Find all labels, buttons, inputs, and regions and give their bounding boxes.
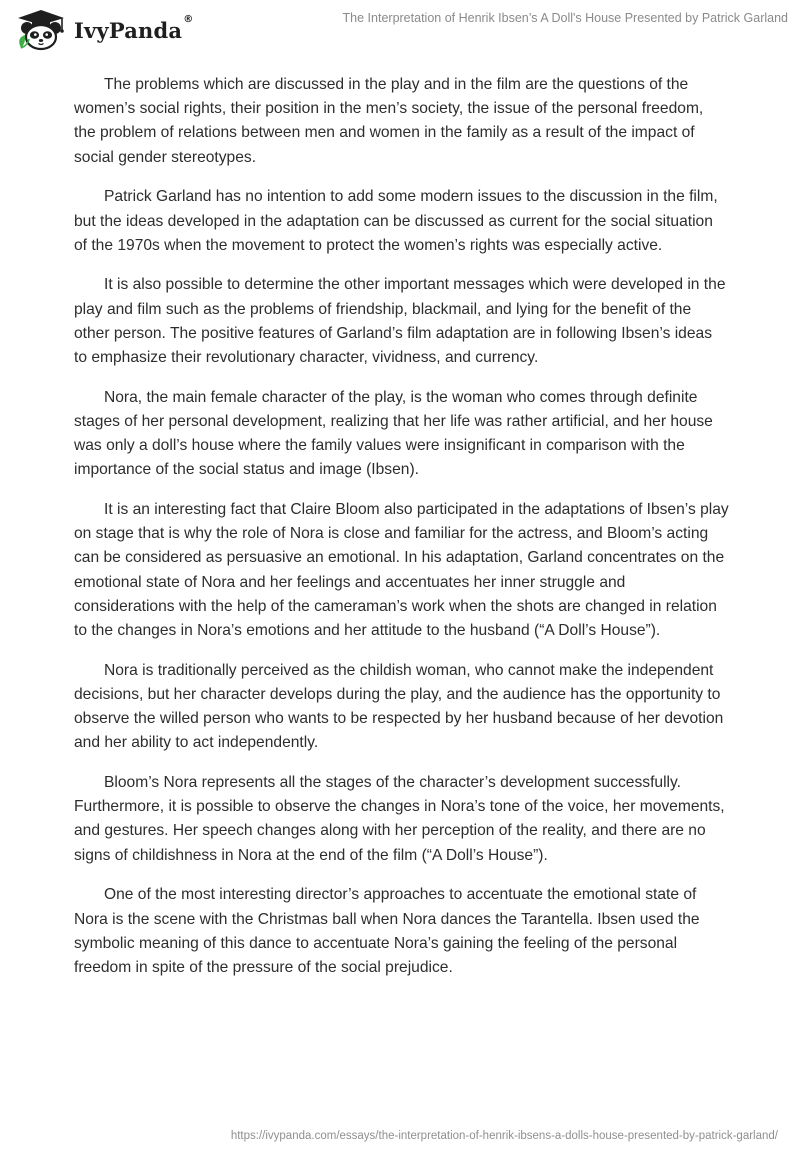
paragraph: Bloom’s Nora represents all the stages of the character’s development successfully. Furthermore, it is possible to observe the changes in Nora’s tone of the voice, her movements, and gestures. Her speech changes along with her perception of the reality, and there are no signs of childishness in Nora at the end of the film (“A Doll’s House”). xyxy=(74,774,725,864)
paragraph: It is an interesting fact that Claire Bloom also participated in the adaptations of Ibsen’s play on stage that is why the role of Nora is close and familiar for the actress, and Bloom’s acting can be considered as persuasive an emotional. In his adaptation, Garland concentrates on the emotional state of Nora and her feelings and accentuates her inner struggle and considerations with the help of the cameraman’s work when the shots are changed in relation to the changes in Nora’s emotions and her attitude to the husband (“A Doll’s House”). xyxy=(74,501,729,640)
paragraph: Nora, the main female character of the play, is the woman who comes through definite stages of her personal development, realizing that her life was rather artificial, and her house was only a doll’s house where the family values were insignificant in comparison with the importance of the social status and image (Ibsen). xyxy=(74,388,713,479)
paragraph: The problems which are discussed in the play and in the film are the questions of the women’s social rights, their position in the men’s society, the issue of the personal freedom, the problem of relations between men and women in the family as a result of the impact of social gender stereotypes. xyxy=(74,76,704,166)
page-header xyxy=(0,0,800,60)
paragraph: One of the most interesting director’s approaches to accentuate the emotional state of Nora is the scene with the Christmas ball when Nora dances the Tarantella. Ibsen used the symbolic meaning of this dance to accentuate Nora’s gaining the feeling of the personal freedom in spite of the pressure of the social prejudice. xyxy=(74,886,700,976)
document-title: The Interpretation of Henrik Ibsen’s A Doll's House Presented by Patrick Garland xyxy=(342,11,788,25)
essay-body xyxy=(74,73,729,996)
registered-mark: ® xyxy=(183,13,194,25)
source-url-link[interactable]: https://ivypanda.com/essays/the-interpretation-of-henrik-ibsens-a-dolls-house-presented-by-patrick-garland/ xyxy=(230,1130,778,1142)
paragraph: It is also possible to determine the other important messages which were developed in the play and film such as the problems of friendship, blackmail, and lying for the benefit of the other person. The positive features of Garland’s film adaptation are in following Ibsen’s ideas to emphasize their revolutionary character, vividness, and currency. xyxy=(74,276,726,367)
logo-wordmark xyxy=(74,13,194,43)
paragraph: Patrick Garland has no intention to add some modern issues to the discussion in the film, but the ideas developed in the adaptation can be discussed as current for the social situation of the 1970s when the movement to protect the women’s rights was especially active. xyxy=(74,188,718,254)
ivypanda-logo[interactable] xyxy=(12,8,193,52)
logo-text: IvyPanda xyxy=(74,17,183,43)
paragraph: Nora is traditionally perceived as the childish woman, who cannot make the independent decisions, but her character develops during the play, and the audience has the opportunity to observe the willed person who wants to be respected by her husband because of her devotion and her ability to act independently. xyxy=(74,661,724,752)
panda-graduate-icon xyxy=(12,8,70,52)
